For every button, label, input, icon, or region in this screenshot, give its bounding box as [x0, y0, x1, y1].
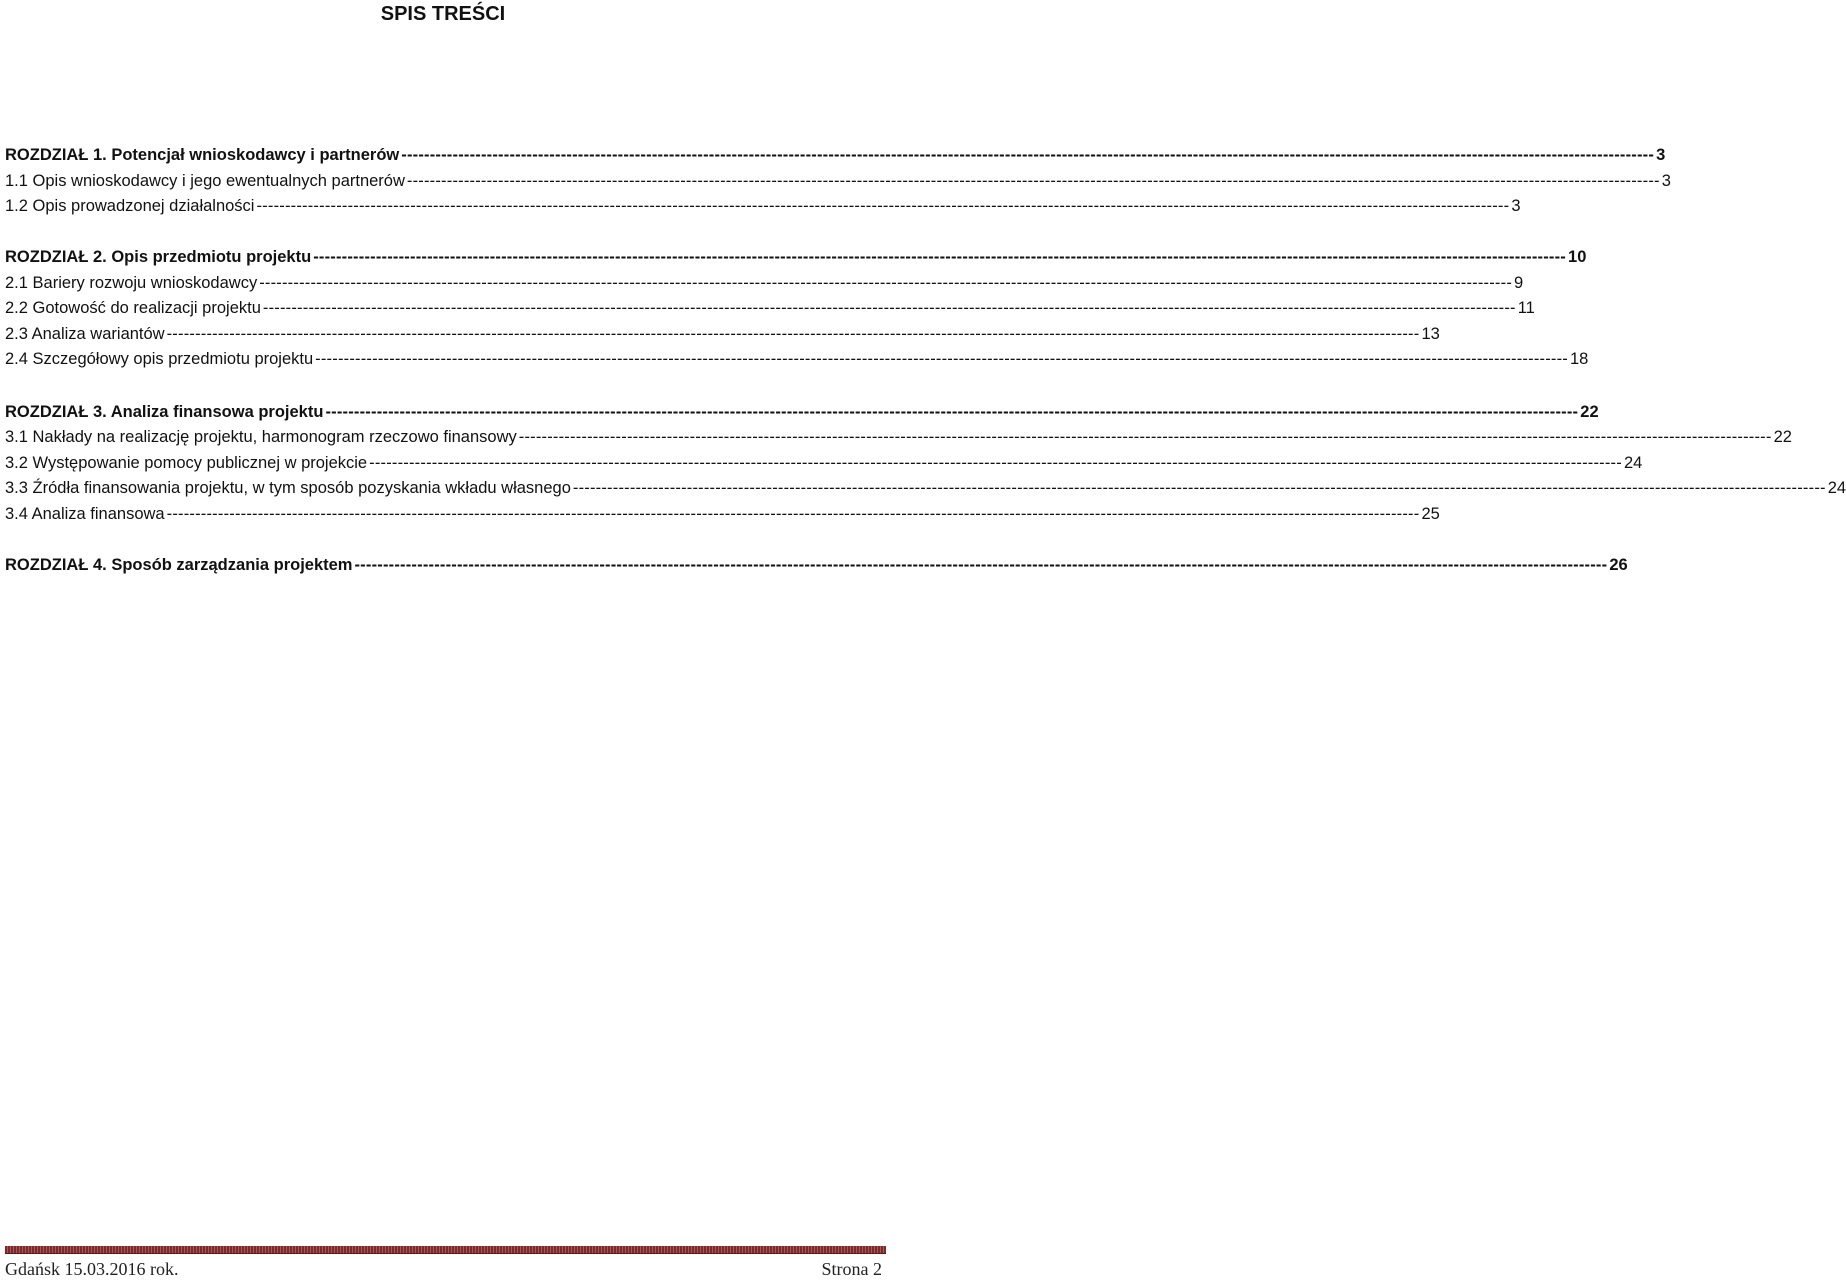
page-title: SPIS TREŚCI: [380, 3, 506, 25]
toc-entry-label: 2.4 Szczegółowy opis przedmiotu projektu: [5, 350, 314, 368]
toc-entry-label: 3.2 Występowanie pomocy publicznej w projekcie: [5, 453, 368, 472]
toc-entry-page: 26: [1609, 556, 1628, 574]
toc-entry-3-1[interactable]: [5, 425, 1792, 451]
toc-entry-page: 13: [1421, 324, 1440, 343]
dot-leader: ----------------------------------------------------------------------------------------------------------------------------------------------------------------------------------------------------------------------------: [325, 402, 1579, 421]
toc-entry-page: 11: [1517, 299, 1535, 317]
toc-entry-2-1[interactable]: [5, 271, 1524, 297]
dot-leader: ----------------------------------------------------------------------------------------------------------------------------------------------------------------------------------------------------------------------------: [406, 171, 1660, 190]
toc-entry-label: 3.1 Nakłady na realizację projektu, harmonogram rzeczowo finansowy: [5, 428, 517, 446]
dot-leader: ----------------------------------------------------------------------------------------------------------------------------------------------------------------------------------------------------------------------------: [315, 350, 1568, 368]
footer-page-number: Strona 2: [821, 1259, 882, 1279]
toc-entry-label: ROZDZIAŁ 4. Sposób zarządzania projektem: [5, 556, 353, 574]
toc-entry-chapter-4[interactable]: [5, 553, 1628, 579]
toc-entry-label: ROZDZIAŁ 2. Opis przedmiotu projektu: [5, 248, 312, 266]
toc-entry-3-3[interactable]: [5, 476, 1846, 502]
toc-entry-label: 3.3 Źródła finansowania projektu, w tym sposób pozyskania wkładu własnego: [5, 479, 571, 497]
toc-entry-page: 22: [1773, 428, 1792, 446]
toc-entry-2-2[interactable]: [5, 296, 1535, 322]
dot-leader: ----------------------------------------------------------------------------------------------------------------------------------------------------------------------------------------------------------------------------: [401, 146, 1655, 164]
toc-entry-2-4[interactable]: [5, 347, 1589, 373]
toc-entry-page: 25: [1421, 504, 1440, 523]
dot-leader: ----------------------------------------------------------------------------------------------------------------------------------------------------------------------------------------------------------------------------: [256, 197, 1510, 215]
toc-entry-label: 2.1 Bariery rozwoju wnioskodawcy: [5, 273, 258, 292]
dot-leader: ----------------------------------------------------------------------------------------------------------------------------------------------------------------------------------------------------------------------------: [354, 556, 1608, 574]
toc-entry-3-2[interactable]: [5, 451, 1643, 477]
dot-leader: ----------------------------------------------------------------------------------------------------------------------------------------------------------------------------------------------------------------------------: [518, 428, 1772, 446]
dot-leader: ----------------------------------------------------------------------------------------------------------------------------------------------------------------------------------------------------------------------------: [166, 504, 1420, 523]
toc-entry-page: 24: [1623, 453, 1643, 472]
toc-entry-chapter-1[interactable]: [5, 143, 1666, 169]
toc-entry-label: 2.3 Analiza wariantów: [5, 324, 165, 343]
toc-entry-chapter-2[interactable]: [5, 245, 1587, 271]
toc-entry-page: 18: [1570, 350, 1589, 368]
dot-leader: ----------------------------------------------------------------------------------------------------------------------------------------------------------------------------------------------------------------------------: [259, 273, 1513, 292]
toc-entry-page: 24: [1827, 479, 1846, 497]
toc-entry-label: ROZDZIAŁ 1. Potencjał wnioskodawcy i partnerów: [5, 146, 400, 164]
dot-leader: ----------------------------------------------------------------------------------------------------------------------------------------------------------------------------------------------------------------------------: [313, 248, 1567, 266]
toc-entry-page: 3: [1511, 197, 1521, 215]
dot-leader: ----------------------------------------------------------------------------------------------------------------------------------------------------------------------------------------------------------------------------: [572, 479, 1826, 497]
toc-entry-label: ROZDZIAŁ 3. Analiza finansowa projektu: [5, 402, 324, 421]
toc-entry-page: 9: [1514, 273, 1524, 292]
toc-entry-2-3[interactable]: [5, 322, 1440, 348]
dot-leader: ----------------------------------------------------------------------------------------------------------------------------------------------------------------------------------------------------------------------------: [262, 299, 1516, 317]
toc-entry-page: 3: [1661, 171, 1671, 190]
toc-entry-chapter-3[interactable]: [5, 400, 1599, 426]
dot-leader: ----------------------------------------------------------------------------------------------------------------------------------------------------------------------------------------------------------------------------: [369, 453, 1622, 472]
toc-entry-label: 1.2 Opis prowadzonej działalności: [5, 197, 255, 215]
toc-entry-1-1[interactable]: [5, 169, 1671, 195]
toc-entry-page: 3: [1656, 146, 1666, 164]
toc-entry-page: 10: [1568, 248, 1587, 266]
dot-leader: ----------------------------------------------------------------------------------------------------------------------------------------------------------------------------------------------------------------------------: [166, 324, 1420, 343]
toc-entry-page: 22: [1580, 402, 1599, 421]
toc-entry-label: 3.4 Analiza finansowa: [5, 504, 165, 523]
toc-entry-label: 1.1 Opis wnioskodawcy i jego ewentualnych partnerów: [5, 171, 405, 190]
footer-divider: [5, 1246, 886, 1254]
toc-entry-label: 2.2 Gotowość do realizacji projektu: [5, 299, 261, 317]
toc-entry-3-4[interactable]: [5, 502, 1440, 528]
toc-entry-1-2[interactable]: [5, 194, 1521, 220]
footer-location-date: Gdańsk 15.03.2016 rok.: [5, 1259, 179, 1279]
table-of-contents: [5, 143, 1846, 579]
